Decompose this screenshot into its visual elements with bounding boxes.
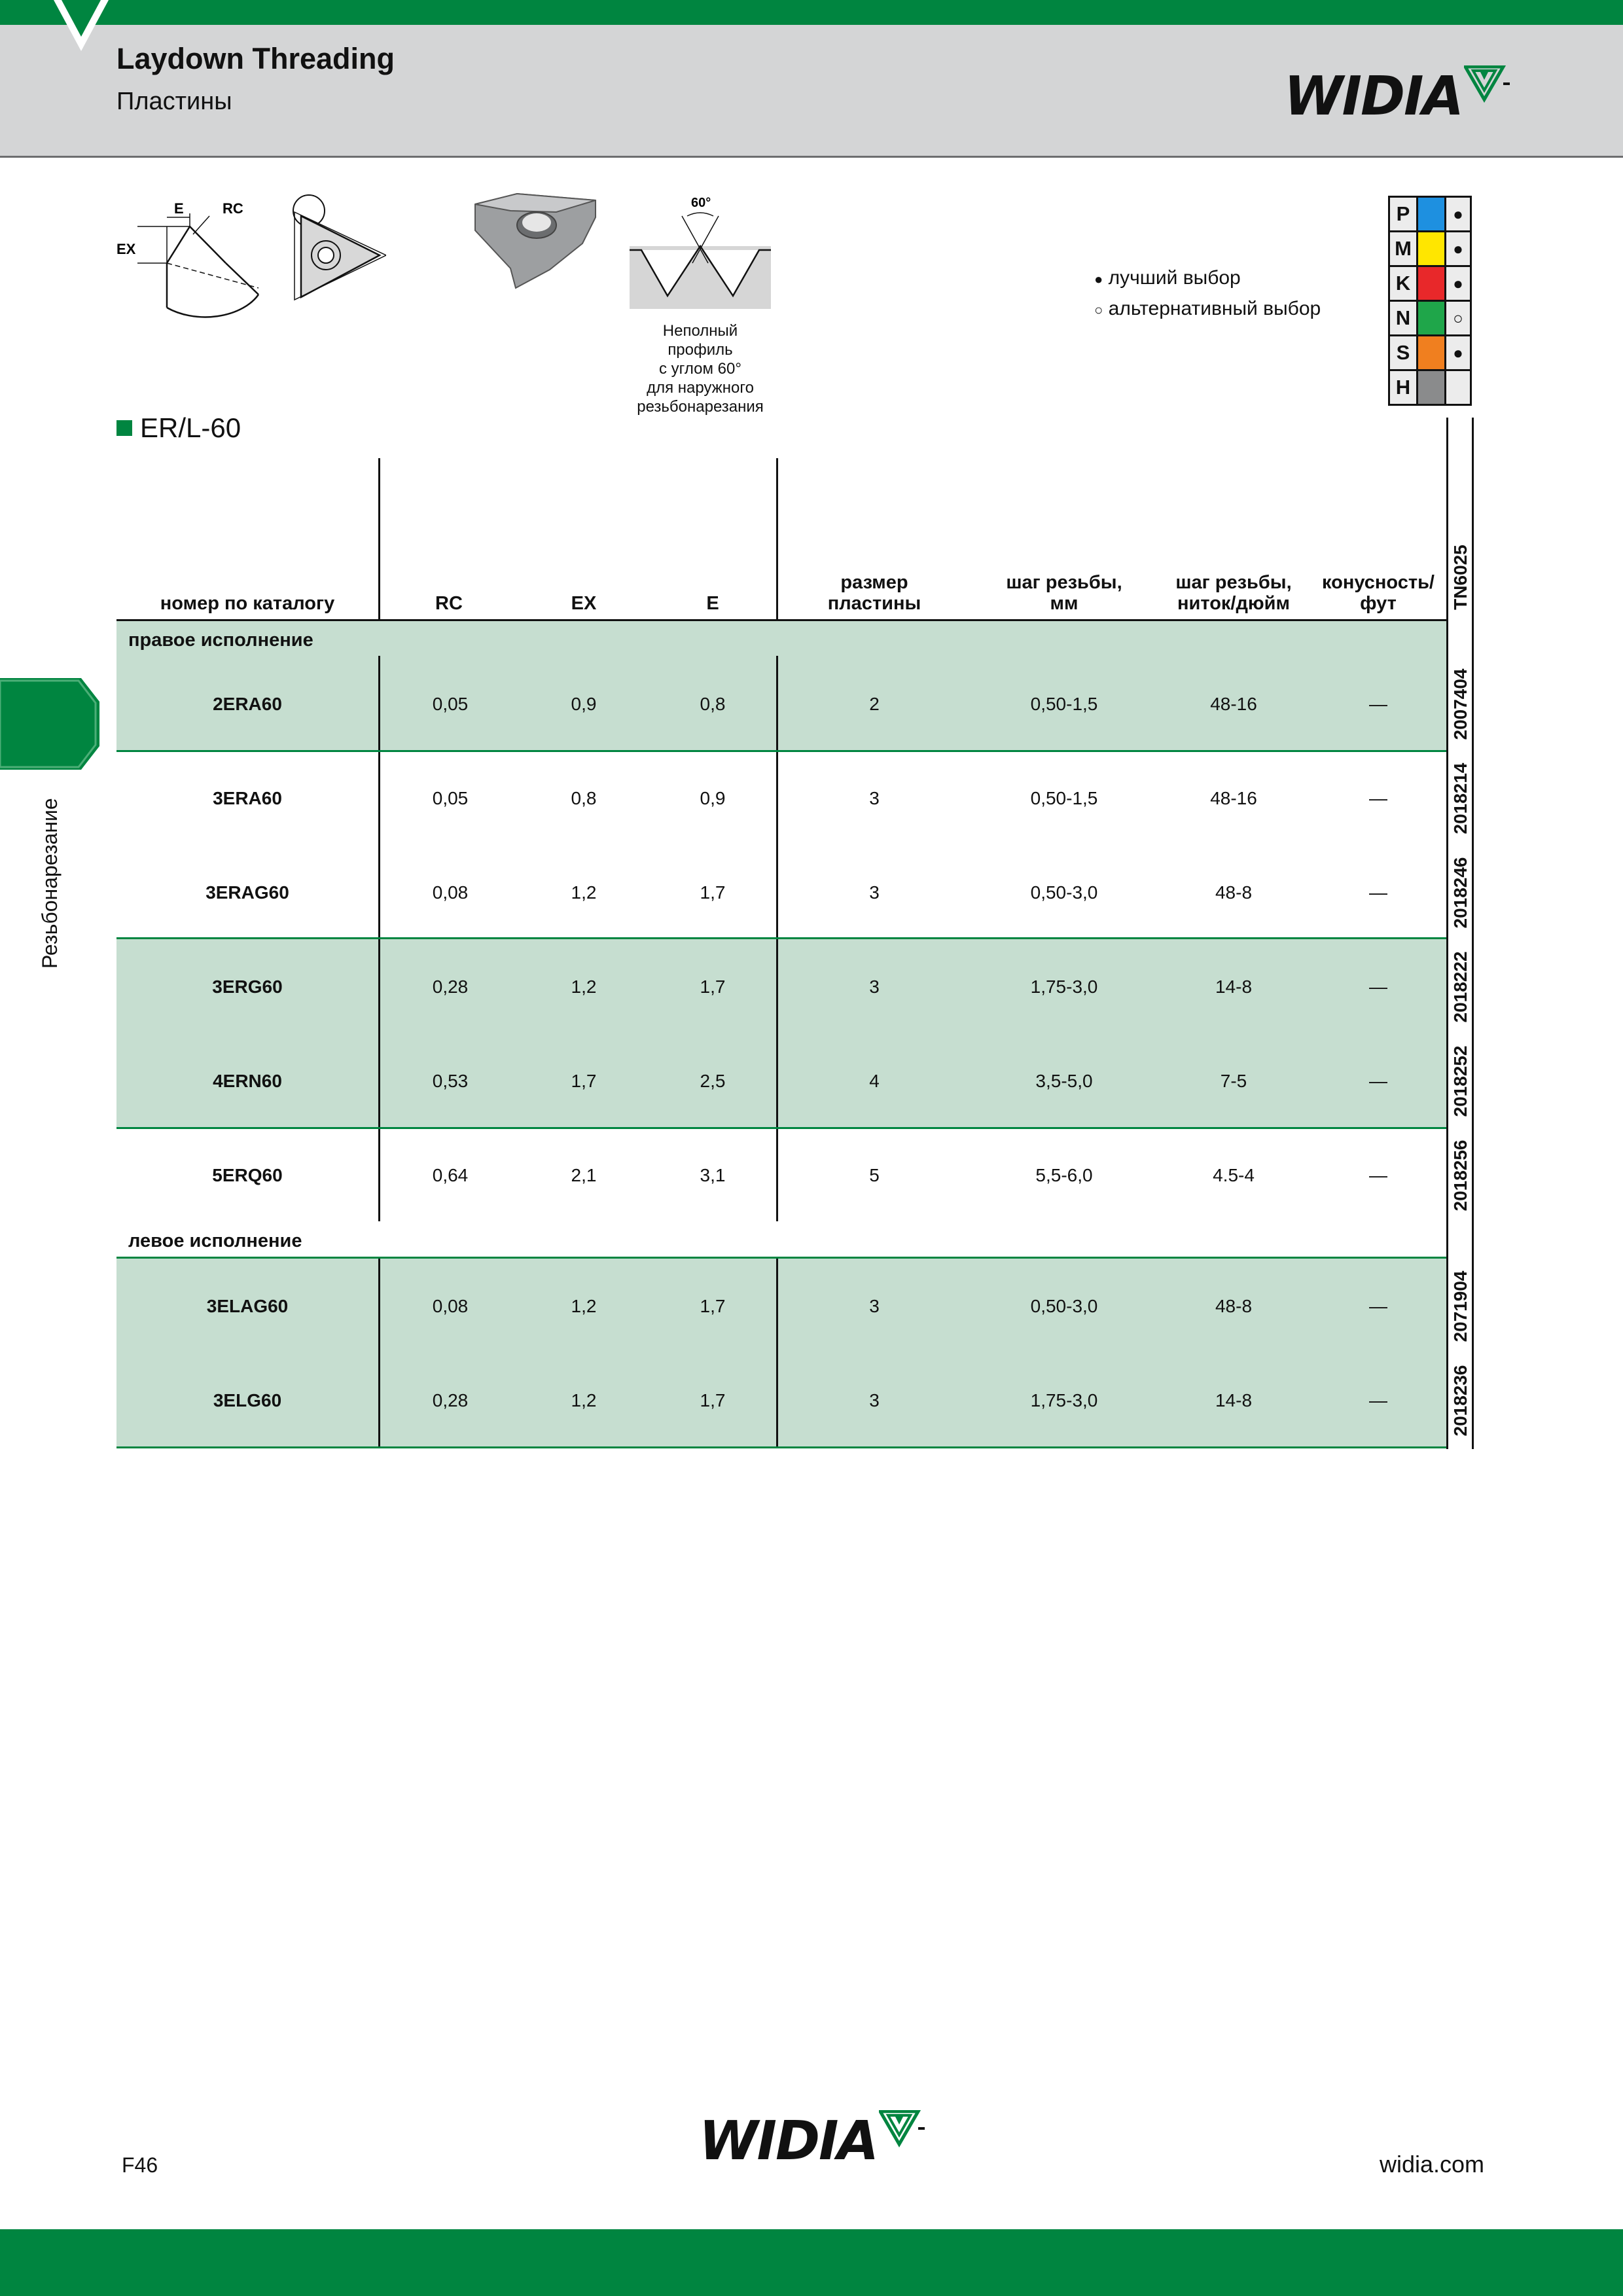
cell-taper: — [1369,1165,1387,1185]
cell-rc: 0,28 [432,1390,469,1410]
cell-ex: 0,9 [571,694,597,714]
material-mark: ● [1446,266,1471,301]
material-mark: ● [1446,232,1471,266]
cell-pitch-mm: 1,75-3,0 [1030,1390,1098,1410]
dim-ex-label: EX [116,241,136,257]
insert-3d-view [471,191,602,289]
cell-code: 2018214 [1450,762,1471,834]
material-row-n [1389,301,1471,336]
cell-rc: 0,05 [432,788,469,808]
cell-size: 3 [869,1390,880,1410]
group-label-right: правое исполнение [128,630,313,651]
header-taper-line: конусность/ [1322,572,1435,593]
cell-e: 3,1 [700,1165,726,1185]
widia-triangle-icon [879,2110,926,2152]
header-size-line: пластины [827,593,921,614]
material-mark: ● [1446,336,1471,370]
side-tab-label: Резьбонарезание [38,798,62,969]
header-taper [1322,572,1435,614]
header-rc: RC [435,593,463,614]
section-title-text: ER/L-60 [140,412,241,443]
logo-text: WIDIA [1284,65,1463,128]
cell-taper: — [1369,977,1387,997]
cell-catalog: 3ERG60 [212,977,283,997]
cell-pitch-mm: 0,50-1,5 [1030,694,1098,714]
material-letter: N [1389,301,1418,336]
cell-code: 2007404 [1450,668,1471,740]
cell-pitch-tpi: 48-8 [1215,882,1253,903]
material-row-m [1389,232,1471,266]
cell-catalog: 2ERA60 [213,694,282,714]
material-color [1418,232,1446,266]
legend-best [1094,267,1241,289]
header-size [828,572,921,614]
cell-code: 2018246 [1450,857,1471,929]
cell-rc: 0,64 [432,1165,469,1185]
cell-code: 2018222 [1450,951,1471,1023]
cell-pitch-mm: 0,50-3,0 [1030,882,1098,903]
cell-pitch-mm: 0,50-3,0 [1030,1296,1098,1316]
cell-pitch-tpi: 48-16 [1210,694,1257,714]
material-color [1418,336,1446,370]
hollow-dot-icon: ○ [1094,302,1103,318]
material-color [1418,266,1446,301]
material-mark [1446,370,1471,405]
cell-catalog: 3ERAG60 [205,882,289,903]
header-size-line: размер [840,572,908,593]
cell-ex: 1,7 [571,1071,597,1091]
material-letter: M [1389,232,1418,266]
header-ex: EX [571,593,597,614]
cell-catalog: 3ELG60 [213,1390,282,1410]
cell-code: 2018256 [1450,1139,1471,1211]
caption-line: с углом 60° [659,360,741,378]
cell-size: 3 [869,788,880,808]
header-grade: TN6025 [1450,545,1471,610]
material-color [1418,301,1446,336]
header-pitch-mm [1006,572,1122,614]
section-title [116,412,241,444]
col-divider [378,1258,380,1448]
header-pitch-tpi-line: шаг резьбы, [1175,572,1292,593]
logo-text: WIDIA [699,2110,878,2172]
group-label-left: левое исполнение [128,1230,302,1251]
top-green-bar [0,0,1623,25]
material-grid [1388,196,1472,406]
cell-catalog: 3ELAG60 [206,1296,289,1316]
cell-pitch-tpi: 7-5 [1220,1071,1247,1091]
cell-taper: — [1369,882,1387,903]
material-color [1418,197,1446,232]
profile-caption [615,321,785,416]
header-rule [116,619,1446,621]
col-divider [378,458,380,620]
grade-col-left [1446,418,1448,1449]
row-rule [116,937,1446,939]
material-letter: H [1389,370,1418,405]
cell-e: 0,8 [700,694,726,714]
row-rule [116,1127,1446,1129]
row-band [116,939,1446,1128]
cell-code: 2018236 [1450,1365,1471,1437]
cell-catalog: 4ERN60 [213,1071,282,1091]
cell-ex: 1,2 [571,1390,597,1410]
cell-e: 1,7 [700,977,726,997]
material-mark: ● [1446,197,1471,232]
website-link[interactable]: widia.com [1380,2151,1485,2178]
legend-best-label: лучший выбор [1108,267,1241,289]
cell-ex: 1,2 [571,882,597,903]
material-row-s [1389,336,1471,370]
legend-alternative [1094,298,1321,320]
material-row-h [1389,370,1471,405]
cell-ex: 1,2 [571,977,597,997]
header-catalog: номер по каталогу [160,593,335,614]
cell-size: 5 [869,1165,880,1185]
cell-size: 3 [869,1296,880,1316]
row-rule [116,1446,1446,1448]
cell-e: 1,7 [700,1296,726,1316]
page-title: Laydown Threading [116,42,395,75]
product-table [116,458,1474,1449]
row-band [116,620,1446,751]
cell-rc: 0,05 [432,694,469,714]
cell-code: 2071904 [1450,1270,1471,1342]
material-row-k [1389,266,1471,301]
cell-ex: 1,2 [571,1296,597,1316]
widia-logo-header [1284,65,1511,128]
cell-e: 1,7 [700,1390,726,1410]
cell-rc: 0,08 [432,882,469,903]
cell-pitch-mm: 3,5-5,0 [1035,1071,1093,1091]
row-band [116,1258,1446,1448]
grade-col-right [1472,418,1474,1449]
cell-ex: 2,1 [571,1165,597,1185]
cell-size: 4 [869,1071,880,1091]
cell-taper: — [1369,1296,1387,1316]
dim-rc-label: RC [223,200,243,217]
insert-top-view [288,192,386,304]
header-taper-line: фут [1360,593,1397,614]
row-rule [116,1257,1446,1259]
angle-label: 60° [691,196,711,210]
dim-e-label: E [174,200,184,217]
bottom-green-bar [0,2229,1623,2296]
cell-taper: — [1369,1390,1387,1410]
material-letter: P [1389,197,1418,232]
cell-rc: 0,28 [432,977,469,997]
header-e: E [706,593,719,614]
material-mark: ○ [1446,301,1471,336]
cell-pitch-mm: 0,50-1,5 [1030,788,1098,808]
widia-logo-footer [699,2110,926,2173]
page-subtitle: Пластины [116,88,232,115]
cell-ex: 0,8 [571,788,597,808]
cell-pitch-tpi: 48-16 [1210,788,1257,808]
caption-line: резьбонарезания [637,398,764,416]
green-square-icon [116,420,132,436]
corner-notch-inner [62,0,101,37]
cell-pitch-tpi: 14-8 [1215,977,1253,997]
cell-e: 0,9 [700,788,726,808]
legend-alternative-label: альтернативный выбор [1108,298,1321,319]
cell-size: 3 [869,977,880,997]
header-pitch-tpi-line: ниток/дюйм [1177,593,1290,614]
cell-catalog: 3ERA60 [213,788,282,808]
caption-line: для наружного [647,379,754,397]
material-letter: K [1389,266,1418,301]
material-color [1418,370,1446,405]
material-letter: S [1389,336,1418,370]
cell-e: 2,5 [700,1071,726,1091]
filled-dot-icon: ● [1094,271,1103,287]
cell-size: 2 [869,694,880,714]
cell-pitch-tpi: 14-8 [1215,1390,1253,1410]
cell-rc: 0,08 [432,1296,469,1316]
cell-taper: — [1369,788,1387,808]
col-divider [776,458,778,620]
side-tab-marker [0,678,99,770]
cell-taper: — [1369,694,1387,714]
widia-triangle-icon [1464,65,1511,107]
cell-pitch-mm: 1,75-3,0 [1030,977,1098,997]
row-rule [116,750,1446,752]
cell-pitch-mm: 5,5-6,0 [1035,1165,1093,1185]
cell-pitch-tpi: 48-8 [1215,1296,1253,1316]
cell-rc: 0,53 [432,1071,469,1091]
thread-profile-diagram [628,191,772,315]
cell-taper: — [1369,1071,1387,1091]
header-pitch-tpi [1175,572,1291,614]
cell-e: 1,7 [700,882,726,903]
page-number: F46 [122,2153,158,2177]
caption-line: Неполный [662,322,738,340]
cell-code: 2018252 [1450,1045,1471,1117]
cell-pitch-tpi: 4.5-4 [1213,1165,1255,1185]
caption-line: профиль [668,341,733,359]
material-row-p [1389,197,1471,232]
cell-size: 3 [869,882,880,903]
header-pitch-mm-line: мм [1050,593,1079,614]
insert-dimension-diagram [111,190,268,334]
header-pitch-mm-line: шаг резьбы, [1006,572,1122,593]
col-divider [776,1258,778,1448]
cell-catalog: 5ERQ60 [212,1165,283,1185]
